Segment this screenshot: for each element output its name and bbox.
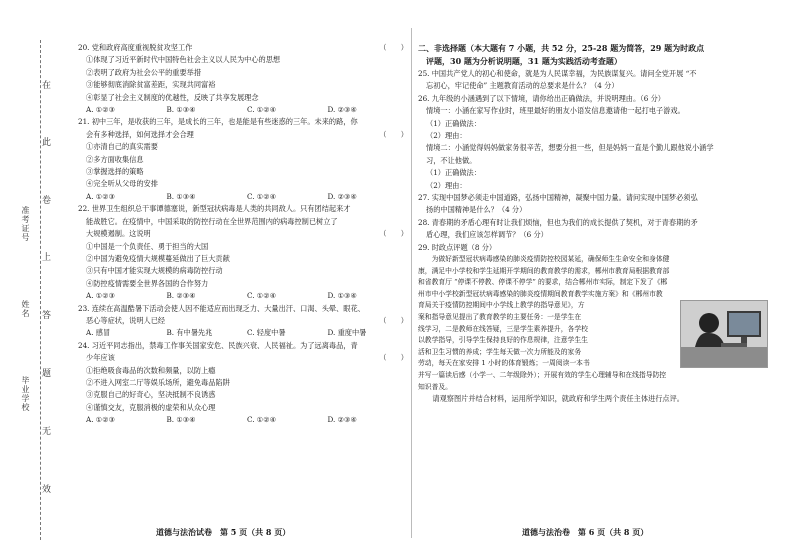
question-stem: 大规模遏制。这说明 [86,229,151,239]
question-stem: 少年应该 [86,353,115,363]
binding-char: 在 [42,81,52,91]
binding-char: 题 [42,369,52,379]
material-line: 以教学指导，引导学生保持良好的作息规律，注意学生生 [418,336,588,345]
answer-options [78,290,408,302]
question-28 [418,217,768,242]
section-title: 评题，30 题为分析说明题，31 题为实践活动考查题） [426,56,622,66]
statement-item: ①亦清自己的真实需要 [86,142,158,152]
statement-item: ④完全听从父母的安排 [86,179,158,189]
binding-char: 无 [42,427,52,437]
page-6-footer: 道德与法治卷 第 6 页（共 8 页） [522,527,649,537]
answer-options [78,104,408,116]
option-c: C. ①②④ [247,291,277,301]
binding-char: 答 [42,311,52,321]
question-stem: 29. 时政点评题（8 分） [418,242,497,252]
option-a: A. ①②③ [86,191,116,201]
page-6-column [418,42,768,406]
option-a: A. ①②③ [86,291,116,301]
material-line: 知识普及。 [418,382,452,391]
question-stem: 26. 九年级的小涵遇到了以下情境，请你给出正确做法，并说明理由。（6 分） [418,93,665,103]
binding-line [40,40,41,540]
question-23 [78,303,408,340]
question-stem: 27. 实现中国梦必须走中国道路，弘扬中国精神，凝聚中国力量。请问实现中国梦必须弘 [418,193,698,203]
answer-options [78,414,408,426]
material-line: 并写一篇读后感（小学一、二年级除外）；开展有效的学生心理辅导和在线指导防控 [418,371,667,380]
statement-item: ③只有中国才能实现大规模的病毒防控行动 [86,266,223,276]
school-field-label: 毕业学校 [21,376,30,412]
statement-item: ①体现了习近平新时代中国特色社会主义以人民为中心的思想 [86,55,281,65]
option-c: C. ①②④ [247,415,277,425]
scenario-text: 情境一：小涵在家写作业时，班里最好的朋友小语发信息邀请他一起打电子游戏。 [426,106,685,116]
answer-prompt: （1）正确做法： [426,168,481,178]
scenario-text: 情境二：小涵觉得妈妈做家务很辛苦，想要分担一些，但是妈妈一直是个勤儿跟他说小涵学 [426,143,714,153]
option-d: D. 重度中暑 [327,328,367,338]
binding-char: 此 [42,138,52,148]
question-24 [78,340,408,427]
answer-blank: （ ） [379,43,408,52]
question-stem: 忘初心，牢记使命” 主题教育活动的总要求是什么？（4 分） [426,81,619,91]
question-22 [78,203,408,302]
statement-item: ③能够彻底消除贫富差距，实现共同富裕 [86,80,216,90]
option-b: B. ②③④ [166,291,196,301]
answer-blank: （ ） [379,229,408,239]
material-line: 州市中小学校新型冠状病毒感染的肺炎疫情期间教育教学实施方案》和《郴州市教 [418,289,663,298]
statement-item: ④彰显了社会主义制度的优越性，反映了共享发展理念 [86,92,259,102]
question-27 [418,192,768,217]
option-c: C. 轻度中暑 [247,328,286,338]
question-stem: 22. 世界卫生组织总干事谭德塞说，新型冠状病毒是人类的共同敌人。只有团结起来才 [78,204,351,214]
question-stem: 25. 中国共产党人的初心和使命，就是为人民谋幸福，为民族谋复兴。请问全党开展 “不 [418,69,697,78]
statement-item: ②中国为避免疫情大规模蔓延做出了巨大贡献 [86,253,230,263]
option-b: B. 有中暑先兆 [166,328,213,338]
binding-char: 效 [42,485,52,495]
question-25 [418,68,768,93]
statement-item: ②表明了政府为社会公平的重要举措 [86,67,202,77]
material-passage [418,254,768,393]
material-line: 和省教育厅 “停课不停教、停课不停学” 的要求，结合郴州市实际，制定下发了《郴 [418,278,668,287]
question-stem: 20. 党和政府高度重视脱贫攻坚工作 [78,43,193,52]
section-title: 二、非选择题（本大题有 7 小题，共 52 分，25-28 题为简答，29 题为时政点 [418,43,705,53]
statement-item: ③掌握选择的策略 [86,167,144,177]
option-c: C. ①②④ [247,191,277,201]
binding-char: 上 [42,253,52,263]
option-a: A. ①②③ [86,415,116,425]
option-b: B. ①③④ [166,191,196,201]
page-5-column [78,42,408,427]
option-d: D. ②③④ [327,105,357,115]
option-d: D. ②③④ [327,191,357,201]
question-stem: 恶心等症状，说明人已经 [86,315,166,325]
statement-item: ①拒绝吸食毒品的次数和频量，以防上瘾 [86,365,216,375]
question-stem: 会有多种选择，如何选择才会合理 [86,129,194,139]
option-d: D. ②③④ [327,415,357,425]
question-stem: 扬的中国精神是什么？（4 分） [426,205,527,215]
option-d: D. ①③④ [327,291,357,301]
scenario-text: 习，不让他做。 [426,155,477,165]
material-line: 线学习，二是教师在线答疑，三是学生素养提升，各学校 [418,324,588,333]
statement-item: ④谨慎交友，克服消极的虚荣和从众心理 [86,402,216,412]
question-21 [78,116,408,203]
material-line: 劳动，每天在家安排 1 小时的体育锻炼；一周阅读一本书 [418,359,590,368]
photo-illustration [681,301,767,367]
question-stem: 23. 连续在高温酷暑下活动会使人因不能适应而出现乏力、大量出汗、口渴、头晕、眼花、 [78,303,365,313]
binding-char: 卷 [42,196,52,206]
statement-item: ③克服自己的好奇心，坚决抵制不良诱惑 [86,390,216,400]
question-stem: 盾心理，我们应该怎样调节？（6 分） [426,230,548,240]
answer-options [78,191,408,203]
question-29 [418,242,768,406]
student-online-study-photo [680,300,768,368]
answer-prompt: （2）理由： [426,180,467,190]
option-a: A. 感冒 [86,328,111,338]
option-b: B. ①③④ [166,415,196,425]
question-stem: 28. 青春期的矛盾心理有时让我们烦恼，但也为我们的成长提供了契机，对于青春期的矛 [418,217,698,227]
statement-item: ②多方面收集信息 [86,154,144,164]
page-divider [411,28,412,538]
material-line: 康，满足中小学校和学生延期开学期间的教育教学的需求，郴州市教育局根据教育部 [418,266,670,275]
statement-item: ①中国是一个负责任、勇于担当的大国 [86,241,209,251]
exam-number-field-label: 准考证号 [21,206,30,242]
answer-prompt: （2）理由： [426,131,467,141]
binding-margin [0,0,72,560]
material-line: 活和卫生习惯的养成；学生每天做一次力所能及的家务 [418,347,582,356]
answer-prompt: （1）正确做法： [426,118,481,128]
option-a: A. ①②③ [86,105,116,115]
option-b: B. ①③④ [166,105,196,115]
name-field-label: 姓名 [21,300,30,318]
statement-item: ④防控疫情需要全世界各国的合作努力 [86,278,209,288]
question-20 [78,42,408,116]
question-stem: 21. 初中三年，是收获的三年，是成长的三年，也是能是有些迷惑的三年。未来的路，你 [78,117,358,127]
answer-blank: （ ） [379,353,408,363]
answer-blank: （ ） [379,129,408,139]
material-line: 为做好新型冠状病毒感染的肺炎疫情防控校园某延，确保师生生命安全和身体健 [418,255,670,264]
answer-blank: （ ） [379,315,408,325]
answer-options [78,327,408,339]
question-26 [418,93,768,192]
material-line: 育局关于疫情防控期间中小学线上教学的指导意见》，方 [418,301,585,310]
option-c: C. ①②④ [247,105,277,115]
question-ask: 请观察图片并结合材料，运用所学知识，就政府和学生两个责任主体进行点评。 [418,394,684,404]
statement-item: ②不进入网室二厅等娱乐场所，避免毒品陷阱 [86,377,230,387]
page-5-footer: 道德与法治试卷 第 5 页（共 8 页） [156,527,291,537]
question-stem: 24. 习近平同志指出，禁毒工作事关国家安危、民族兴衰、人民福祉。为了远离毒品，青 [78,340,358,350]
question-stem: 能战胜它。在疫情中，中国采取的防控行动在全世界范围内的病毒控制已树立了 [86,216,338,226]
material-line: 案和指导意见提出了教育教学的主要任务：一是学生在 [418,313,582,322]
